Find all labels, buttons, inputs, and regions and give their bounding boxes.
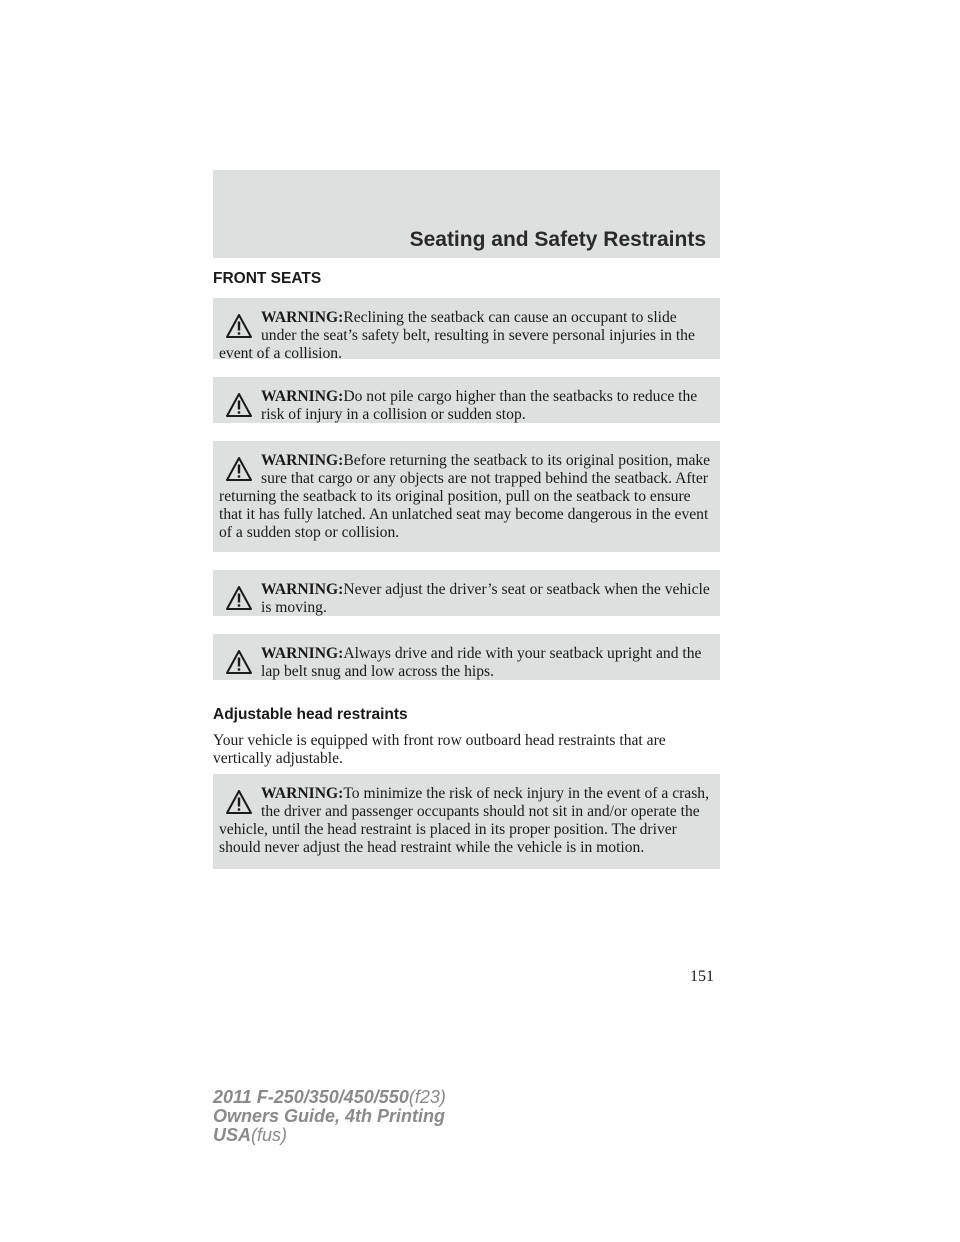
subsection-title-head-restraints: Adjustable head restraints <box>213 706 408 723</box>
warning-box-2 <box>213 377 720 423</box>
warning-box-4 <box>213 570 720 616</box>
warning-box-6 <box>213 774 720 869</box>
warning-triangle-icon <box>219 388 259 422</box>
warning-label: WARNING: <box>261 645 344 662</box>
warning-triangle-icon <box>219 645 259 679</box>
footer-region: USA <box>213 1125 252 1145</box>
warning-label: WARNING: <box>261 452 344 469</box>
warning-label: WARNING: <box>261 388 344 405</box>
warning-text: Always drive and ride with your seatback upright and the lap belt snug and low across the hips. <box>261 645 702 680</box>
footer-edition-info <box>213 1088 446 1145</box>
warning-label: WARNING: <box>261 785 344 802</box>
warning-text: Reclining the seatback can cause an occupant to slide under the seat’s safety belt, resulting in severe personal injuries in the event of a collision. <box>219 309 695 362</box>
warning-box-5 <box>213 634 720 680</box>
footer-model-code: (f23) <box>408 1087 446 1107</box>
warning-text: Before returning the seatback to its original position, make sure that cargo or any objects are not trapped behind the seatback. After returning the seatback to its original position, pull on the seatback to ensure that it has fully latched. An unlatched seat may become dangerous in the event of a sudden stop or collision. <box>219 452 711 541</box>
warning-label: WARNING: <box>261 309 344 326</box>
footer-model: 2011 F-250/350/450/550 <box>213 1087 409 1107</box>
warning-triangle-icon <box>219 785 259 819</box>
warning-triangle-icon <box>219 309 259 343</box>
warning-text: To minimize the risk of neck injury in the event of a crash, the driver and passenger occupants should not sit in and/or operate the vehicle, until the head restraint is placed in its proper position. The driver should never adjust the head restraint while the vehicle is in motion. <box>219 785 709 856</box>
chapter-title: Seating and Safety Restraints <box>409 228 706 251</box>
warning-text: Do not pile cargo higher than the seatbacks to reduce the risk of injury in a collision or sudden stop. <box>261 388 698 423</box>
warning-text: Never adjust the driver’s seat or seatback when the vehicle is moving. <box>261 581 710 616</box>
warning-triangle-icon <box>219 581 259 615</box>
warning-box-3 <box>213 441 720 552</box>
warning-label: WARNING: <box>261 581 344 598</box>
warning-box-1 <box>213 298 720 362</box>
page-number: 151 <box>690 968 714 985</box>
header-bar <box>213 170 720 258</box>
section-title-front-seats: FRONT SEATS <box>213 270 322 287</box>
footer-region-code: (fus) <box>251 1125 288 1145</box>
footer-printing: Owners Guide, 4th Printing <box>213 1106 446 1126</box>
warning-triangle-icon <box>219 452 259 486</box>
body-paragraph: Your vehicle is equipped with front row outboard head restraints that are vertically adjustable. <box>213 732 666 767</box>
